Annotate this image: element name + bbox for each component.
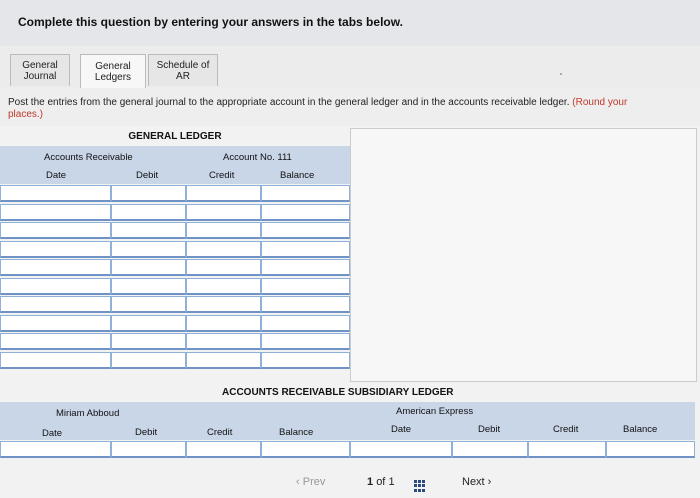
gl-balance-input[interactable] bbox=[261, 241, 350, 258]
gl-balance-input[interactable] bbox=[261, 315, 350, 332]
ar-right-debit-input[interactable] bbox=[452, 441, 528, 458]
gl-credit-input[interactable] bbox=[186, 296, 261, 313]
ar-left-col-balance: Balance bbox=[279, 427, 314, 438]
gl-credit-input[interactable] bbox=[186, 333, 261, 350]
gl-balance-input[interactable] bbox=[261, 296, 350, 313]
gl-credit-input[interactable] bbox=[186, 352, 261, 369]
gl-col-balance: Balance bbox=[280, 170, 315, 181]
gl-debit-input[interactable] bbox=[111, 185, 186, 202]
grid-icon[interactable] bbox=[414, 480, 426, 492]
page-current: 1 bbox=[367, 476, 374, 488]
instruction-bar bbox=[0, 0, 700, 46]
ar-left-col-date: Date bbox=[42, 428, 63, 439]
gl-credit-input[interactable] bbox=[186, 278, 261, 295]
gl-credit-input[interactable] bbox=[186, 241, 261, 258]
gl-debit-input[interactable] bbox=[111, 204, 186, 221]
gl-col-debit: Debit bbox=[136, 170, 159, 181]
gl-row bbox=[0, 352, 350, 369]
gl-col-credit: Credit bbox=[209, 170, 235, 181]
gl-row bbox=[0, 204, 350, 221]
ar-right-col-credit: Credit bbox=[553, 424, 579, 435]
gl-row bbox=[0, 278, 350, 295]
ar-left-name: Miriam Abboud bbox=[56, 408, 120, 419]
gl-debit-input[interactable] bbox=[111, 352, 186, 369]
gl-balance-input[interactable] bbox=[261, 204, 350, 221]
ar-right-credit-input[interactable] bbox=[528, 441, 606, 458]
ar-right-col-date: Date bbox=[391, 424, 412, 435]
gl-balance-input[interactable] bbox=[261, 259, 350, 276]
gl-balance-input[interactable] bbox=[261, 333, 350, 350]
gl-debit-input[interactable] bbox=[111, 296, 186, 313]
round-note-cont: places.) bbox=[8, 109, 44, 120]
ar-left-debit-input[interactable] bbox=[111, 441, 186, 458]
ar-right-balance-input[interactable] bbox=[606, 441, 695, 458]
prev-button[interactable]: ‹ Prev bbox=[296, 476, 326, 488]
prev-label: Prev bbox=[302, 476, 326, 488]
gl-date-input[interactable] bbox=[0, 352, 111, 369]
general-ledger-title: GENERAL LEDGER bbox=[128, 131, 222, 142]
tab-general-ledgers[interactable]: General Ledgers bbox=[80, 54, 146, 88]
ar-left-date-input[interactable] bbox=[0, 441, 111, 458]
page-total: 1 bbox=[388, 476, 395, 488]
post-text: Post the entries from the general journal to the appropriate account in the general ledger and in the accounts receivable ledger. bbox=[8, 97, 570, 108]
ar-left-credit-input[interactable] bbox=[186, 441, 261, 458]
decorative-dot bbox=[560, 73, 562, 75]
gl-credit-input[interactable] bbox=[186, 204, 261, 221]
gl-credit-input[interactable] bbox=[186, 259, 261, 276]
next-button[interactable]: Next › bbox=[462, 476, 492, 488]
gl-row bbox=[0, 185, 350, 202]
ar-right-name: American Express bbox=[396, 406, 474, 417]
gl-row bbox=[0, 259, 350, 276]
gl-date-input[interactable] bbox=[0, 315, 111, 332]
round-note: (Round your bbox=[572, 97, 628, 108]
next-label: Next bbox=[462, 476, 485, 488]
gl-credit-input[interactable] bbox=[186, 185, 261, 202]
gl-credit-input[interactable] bbox=[186, 315, 261, 332]
gl-date-input[interactable] bbox=[0, 222, 111, 239]
gl-date-input[interactable] bbox=[0, 241, 111, 258]
gl-account-name: Accounts Receivable bbox=[44, 152, 133, 163]
gl-date-input[interactable] bbox=[0, 278, 111, 295]
gl-row bbox=[0, 241, 350, 258]
gl-debit-input[interactable] bbox=[111, 259, 186, 276]
gl-balance-input[interactable] bbox=[261, 222, 350, 239]
gl-row bbox=[0, 333, 350, 350]
gl-date-input[interactable] bbox=[0, 259, 111, 276]
ar-right-col-balance: Balance bbox=[623, 424, 658, 435]
ar-right-col-debit: Debit bbox=[478, 424, 501, 435]
gl-date-input[interactable] bbox=[0, 333, 111, 350]
gl-date-input[interactable] bbox=[0, 204, 111, 221]
gl-debit-input[interactable] bbox=[111, 241, 186, 258]
page-of: of bbox=[376, 476, 386, 488]
gl-row bbox=[0, 222, 350, 239]
instruction-text: Complete this question by entering your answers in the tabs below. bbox=[18, 15, 403, 29]
gl-balance-input[interactable] bbox=[261, 185, 350, 202]
gl-row bbox=[0, 296, 350, 313]
gl-col-date: Date bbox=[46, 170, 67, 181]
post-instructions-text bbox=[8, 97, 700, 121]
tab-general-journal[interactable]: General Journal bbox=[10, 54, 70, 86]
gl-row bbox=[0, 315, 350, 332]
gl-debit-input[interactable] bbox=[111, 333, 186, 350]
gl-debit-input[interactable] bbox=[111, 315, 186, 332]
ar-left-balance-input[interactable] bbox=[261, 441, 350, 458]
ar-left-col-debit: Debit bbox=[135, 427, 158, 438]
gl-debit-input[interactable] bbox=[111, 222, 186, 239]
ar-left-col-credit: Credit bbox=[207, 427, 233, 438]
gl-credit-input[interactable] bbox=[186, 222, 261, 239]
ar-right-date-input[interactable] bbox=[350, 441, 452, 458]
post-instructions bbox=[0, 88, 700, 126]
tab-strip bbox=[0, 46, 700, 89]
right-blank-panel bbox=[350, 128, 697, 382]
ar-ledger-title: ACCOUNTS RECEIVABLE SUBSIDIARY LEDGER bbox=[222, 387, 454, 398]
gl-balance-input[interactable] bbox=[261, 278, 350, 295]
ar-row bbox=[0, 441, 700, 458]
gl-account-no: Account No. 111 bbox=[223, 152, 292, 163]
tab-schedule-of-ar[interactable]: Schedule of AR bbox=[148, 54, 218, 86]
page-indicator bbox=[367, 476, 395, 488]
gl-date-input[interactable] bbox=[0, 296, 111, 313]
gl-date-input[interactable] bbox=[0, 185, 111, 202]
gl-debit-input[interactable] bbox=[111, 278, 186, 295]
gl-balance-input[interactable] bbox=[261, 352, 350, 369]
